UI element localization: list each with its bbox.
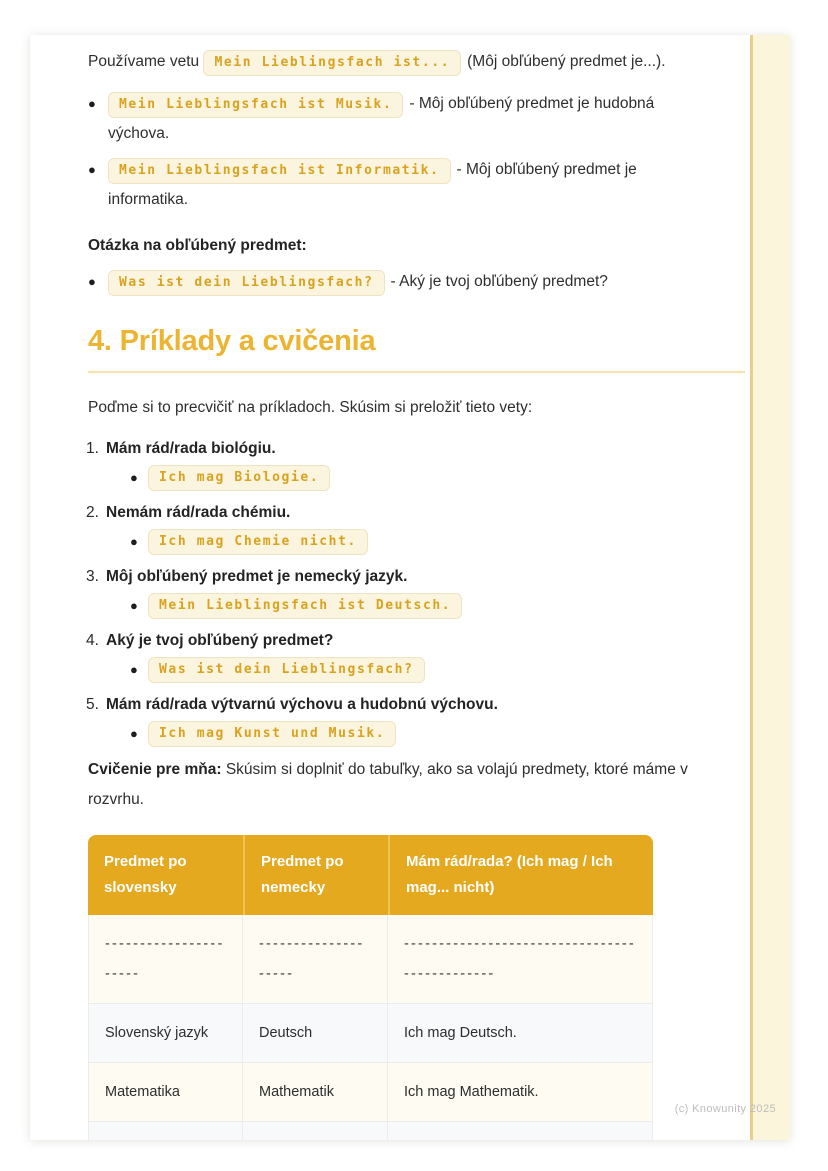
- section-intro-paragraph: Poďme si to precvičiť na príkladoch. Skúsim si preložiť tieto vety:: [88, 399, 533, 416]
- copyright-watermark: (c) Knowunity 2025: [674, 1103, 776, 1115]
- bullet-icon: ●: [88, 96, 96, 111]
- table-cell: [243, 1122, 388, 1140]
- example-sentence: Mám rád/rada biológiu.: [106, 440, 276, 457]
- section-heading: 4. Príklady a cvičenia: [88, 325, 376, 357]
- table-row: [88, 915, 653, 1004]
- example-item: [88, 499, 718, 557]
- table-cell: Mathematik: [243, 1063, 388, 1122]
- bullet-icon: ●: [130, 470, 138, 485]
- list-item-body: [108, 155, 718, 215]
- example-answer: [88, 527, 718, 557]
- list-item: [88, 155, 718, 215]
- intro-suffix: (Môj obľúbený predmet je...).: [467, 53, 666, 70]
- table-cell: ----------------------------------------------: [388, 915, 653, 1004]
- table-cell: [388, 1122, 653, 1140]
- code-phrase: Was ist dein Lieblingsfach?: [108, 270, 385, 296]
- question-subheading: Otázka na obľúbený predmet:: [88, 237, 307, 254]
- code-phrase-intro: Mein Lieblingsfach ist...: [203, 50, 461, 76]
- exercise-text: Skúsim si doplniť do tabuľky, ako sa volajú predmety, ktoré máme v rozvrhu.: [88, 761, 688, 808]
- table-cell: ----------------------: [88, 915, 243, 1004]
- document-page: [30, 35, 790, 1140]
- list-item-text: - Môj obľúbený predmet je informatika.: [108, 161, 637, 208]
- table-row: [88, 1004, 653, 1063]
- page-margin-strip: [750, 35, 790, 1140]
- example-answer: [88, 655, 718, 685]
- list-item-body: [108, 267, 718, 297]
- table-cell: Matematika: [88, 1063, 243, 1122]
- list-item-text: - Aký je tvoj obľúbený predmet?: [390, 273, 608, 290]
- table-cell: --------------------: [243, 915, 388, 1004]
- table-row: [88, 1122, 653, 1140]
- example-sentence: Nemám rád/rada chémiu.: [106, 504, 291, 521]
- example-item: [88, 691, 718, 749]
- code-phrase: Mein Lieblingsfach ist Informatik.: [108, 158, 451, 184]
- example-sentence: Môj obľúbený predmet je nemecký jazyk.: [106, 568, 408, 585]
- table-cell: [88, 1122, 243, 1140]
- example-answer: [88, 591, 718, 621]
- bullet-icon: ●: [130, 726, 138, 741]
- table-row: [88, 1063, 653, 1122]
- bullet-icon: ●: [130, 534, 138, 549]
- table-header-cell: Mám rád/rada? (Ich mag / Ich mag... nicht): [388, 835, 653, 915]
- example-item: [88, 627, 718, 685]
- usage-list: [88, 89, 718, 215]
- code-phrase: Mein Lieblingsfach ist Deutsch.: [148, 593, 462, 619]
- table-cell: Ich mag Deutsch.: [388, 1004, 653, 1063]
- bullet-icon: ●: [130, 598, 138, 613]
- table-header-cell: Predmet po nemecky: [243, 835, 388, 915]
- examples-list: [88, 435, 718, 749]
- list-item: [88, 89, 718, 149]
- example-sentence: Mám rád/rada výtvarnú výchovu a hudobnú výchovu.: [106, 696, 498, 713]
- code-phrase: Ich mag Biologie.: [148, 465, 330, 491]
- example-item: [88, 563, 718, 621]
- table-header-cell: Predmet po slovensky: [88, 835, 243, 915]
- bullet-icon: ●: [130, 662, 138, 677]
- example-answer: [88, 719, 718, 749]
- bullet-icon: ●: [88, 162, 96, 177]
- table-cell: Deutsch: [243, 1004, 388, 1063]
- exercise-label: Cvičenie pre mňa:: [88, 761, 222, 778]
- example-answer: [88, 463, 718, 493]
- list-item-body: [108, 89, 718, 149]
- code-phrase: Was ist dein Lieblingsfach?: [148, 657, 425, 683]
- code-phrase: Ich mag Chemie nicht.: [148, 529, 368, 555]
- intro-paragraph: [88, 47, 718, 77]
- question-list: [88, 267, 718, 297]
- bullet-icon: ●: [88, 274, 96, 289]
- code-phrase: Ich mag Kunst und Musik.: [148, 721, 396, 747]
- list-item-text: - Môj obľúbený predmet je hudobná výchova.: [108, 95, 655, 142]
- table-header-row: [88, 835, 653, 915]
- code-phrase: Mein Lieblingsfach ist Musik.: [108, 92, 403, 118]
- heading-underline: [88, 371, 745, 373]
- intro-prefix: Používame vetu: [88, 53, 200, 70]
- table-cell: Ich mag Mathematik.: [388, 1063, 653, 1122]
- exercise-paragraph: [88, 755, 718, 815]
- subjects-table: [88, 835, 653, 1140]
- example-sentence: Aký je tvoj obľúbený predmet?: [106, 632, 334, 649]
- list-item: [88, 267, 718, 297]
- example-item: [88, 435, 718, 493]
- document-content: [30, 35, 745, 1140]
- table-cell: Slovenský jazyk: [88, 1004, 243, 1063]
